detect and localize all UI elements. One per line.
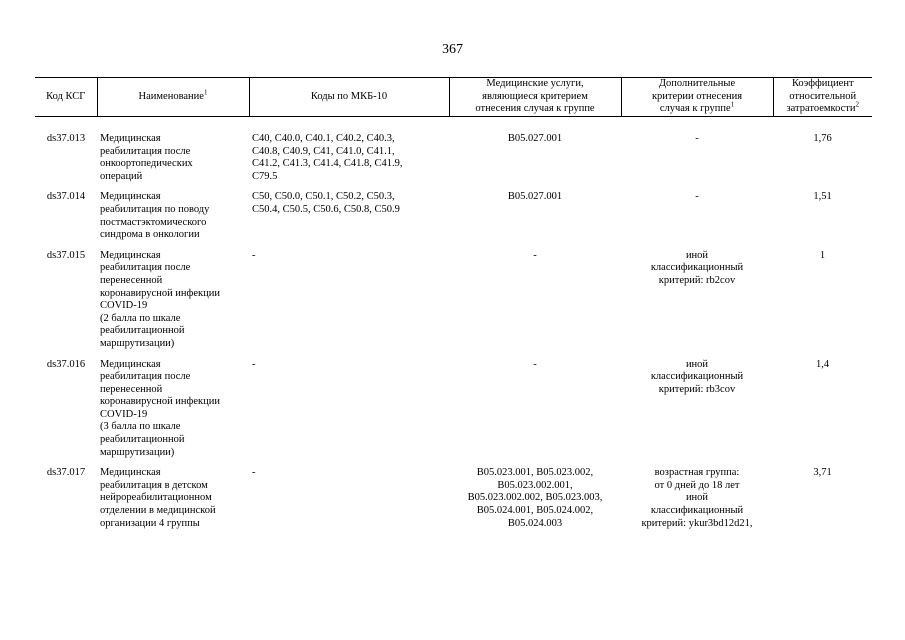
cell-line: реабилитация по поводу [100,203,210,215]
cell-services [449,250,621,359]
table-row [35,191,872,249]
page-number: 367 [442,42,463,57]
cell-line: - [252,249,256,261]
cell-code [35,250,97,359]
cell-line: - [252,358,256,370]
cell-line: - [695,191,699,203]
cell-name [97,359,249,468]
cell-line: B05.027.001 [507,191,563,203]
cell-line: перенесенной [100,274,163,286]
cell-line: реабилитация после [100,145,191,157]
cell-line: C41.2, C41.3, C41.4, C41.8, C41.9, [252,158,403,170]
cell-coefficient [773,117,872,192]
cell-line: Медицинская [100,249,161,261]
table-body [35,117,872,539]
cell-line: B05.023.002.002, B05.023.003, [467,492,603,504]
header-line: Коды по МКБ-10 [310,90,388,102]
cell-line: маршрутизации) [100,337,175,349]
cell-line: B05.023.001, B05.023.002, [476,467,594,479]
cell-line: Медицинская [100,191,161,203]
header-line: Дополнительные [658,78,736,90]
header-line: являющиеся критерием [482,90,588,102]
cell-line: критерий: rb3cov [658,383,736,395]
cell-code [35,467,97,538]
cell-services [449,359,621,468]
cell-line: 1,4 [815,358,830,370]
header-row [35,78,872,117]
cell-line: 1,51 [813,191,832,203]
cell-mkb-codes [249,250,449,359]
cell-line: перенесенной [100,383,163,395]
cell-line: C40, C40.0, C40.1, C40.2, C40.3, [252,133,395,144]
cell-line: иной [685,358,709,370]
header-line: критерии отнесения [651,90,743,102]
ksg-table [35,77,872,538]
cell-line: - [252,467,256,479]
cell-line: критерий: rb2cov [658,274,736,286]
table-row [35,250,872,359]
cell-line: ds37.014 [46,191,86,203]
cell-line: B05.024.003 [507,517,563,529]
header-additional [621,78,773,117]
cell-coefficient [773,467,872,538]
cell-line: онкоортопедических [100,158,193,170]
cell-line: возрастная группа: [654,467,740,479]
cell-line: коронавирусной инфекции [100,396,220,408]
cell-line: 3,71 [813,467,832,479]
table-header [35,78,872,117]
table-row [35,467,872,538]
cell-line: синдрома в онкологии [100,229,200,241]
cell-line: отделении в медицинской [100,505,216,517]
cell-line: реабилитация после [100,371,191,383]
cell-additional-criteria [621,467,773,538]
header-line: Медицинские услуги, [486,78,584,90]
header-line: относительной [789,90,857,102]
cell-line: реабилитация после [100,262,191,274]
cell-line: иной [685,492,709,504]
cell-line: реабилитация в детском [100,479,208,491]
cell-line: 1 [819,249,826,261]
header-line: отнесения случая к группе [475,103,595,115]
table-row [35,117,872,192]
header-coefficient [773,78,872,117]
cell-services [449,467,621,538]
cell-line: реабилитационной [100,325,185,337]
cell-services [449,117,621,192]
cell-additional-criteria [621,359,773,468]
cell-coefficient [773,191,872,249]
cell-code [35,359,97,468]
cell-line: реабилитационной [100,434,185,446]
header-mkb [249,78,449,117]
cell-line: критерий: ykur3bd12d21, [641,517,753,529]
cell-code [35,117,97,192]
cell-line: Медицинская [100,467,161,479]
cell-line: классификационный [650,371,744,383]
cell-line: B05.023.002.001, [497,479,573,491]
cell-line: Медицинская [100,133,161,144]
cell-line: Медицинская [100,358,161,370]
cell-line: (2 балла по шкале [100,312,181,324]
cell-line: иной [685,249,709,261]
header-name [97,78,249,117]
cell-name [97,250,249,359]
cell-coefficient [773,250,872,359]
cell-line: постмастэктомического [100,216,207,228]
cell-coefficient [773,359,872,468]
cell-line: - [533,249,537,261]
cell-additional-criteria [621,250,773,359]
cell-line: C79.5 [252,170,278,182]
header-code [35,78,97,117]
cell-mkb-codes [249,467,449,538]
header-line-wrap [777,100,870,116]
cell-line: COVID-19 [100,300,148,312]
cell-line: 1,76 [813,133,832,144]
cell-line: классификационный [650,262,744,274]
header-line-text: случая к группе [659,103,731,115]
footnote-mark: 1 [730,100,735,109]
table-row [35,359,872,468]
header-line-text: затратоемкости [786,103,856,115]
header-line: Код КСГ [46,90,86,102]
cell-line: COVID-19 [100,408,148,420]
cell-line: - [695,133,699,144]
cell-line: B05.027.001 [507,133,563,144]
cell-line: C50.4, C50.5, C50.6, C50.8, C50.9 [252,203,400,215]
cell-mkb-codes [249,191,449,249]
cell-line: ds37.016 [46,358,86,370]
cell-code [35,191,97,249]
footnote-mark: 1 [203,88,208,97]
cell-line: операций [100,170,143,182]
cell-name [97,191,249,249]
cell-name [97,467,249,538]
header-line-wrap [101,88,246,104]
cell-additional-criteria [621,117,773,192]
cell-additional-criteria [621,191,773,249]
cell-line: от 0 дней до 18 лет [654,479,740,491]
cell-name [97,117,249,192]
cell-line: маршрутизации) [100,446,175,458]
cell-line: ds37.013 [46,133,86,144]
cell-line: организации 4 группы [100,517,200,529]
cell-line: нейрореабилитационном [100,492,212,504]
cell-mkb-codes [249,359,449,468]
header-line-text: Наименование [138,90,204,102]
footnote-mark: 2 [855,100,859,109]
header-line-wrap [625,100,770,116]
cell-line: (3 балла по шкале [100,421,181,433]
cell-mkb-codes [249,117,449,192]
cell-line: коронавирусной инфекции [100,287,220,299]
cell-line: - [533,358,537,370]
cell-line: ds37.017 [46,467,86,479]
cell-line: ds37.015 [46,249,86,261]
cell-line: B05.024.001, B05.024.002, [476,505,594,517]
cell-line: классификационный [650,505,744,517]
cell-services [449,191,621,249]
header-services [449,78,621,117]
header-line: Коэффициент [791,78,854,90]
cell-line: C40.8, C40.9, C41, C41.0, C41.1, [252,145,395,157]
cell-line: C50, C50.0, C50.1, C50.2, C50.3, [252,191,395,203]
